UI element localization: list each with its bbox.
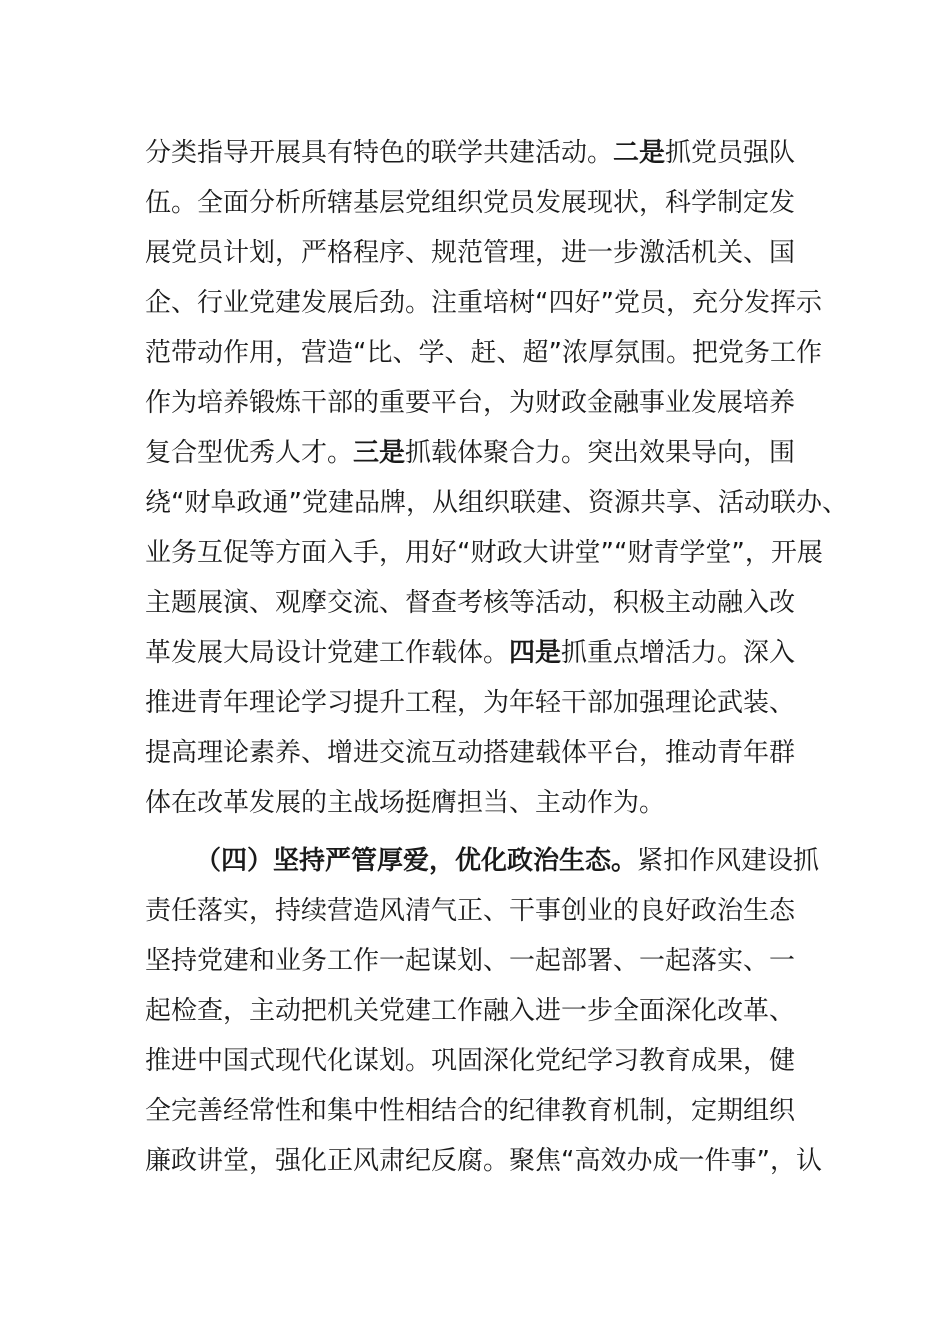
text-line: [195, 841, 825, 881]
text-run: 推进中国式现代化谋划。巩固深化党纪学习教育成果，健: [145, 1046, 796, 1076]
text-run: 紧扣作风建设抓: [637, 846, 820, 876]
text-run: 全完善经常性和集中性相结合的纪律教育机制，定期组织: [145, 1096, 796, 1126]
text-run: 抓党员强队: [665, 138, 796, 168]
bold-keyword: 二是: [613, 138, 666, 168]
text-line: [145, 1141, 825, 1181]
text-line: [145, 783, 825, 823]
text-line: [145, 683, 825, 723]
text-line: [145, 1091, 825, 1131]
text-run: 体在改革发展的主战场挺膺担当、主动作为。: [145, 788, 666, 818]
text-run: 伍。全面分析所辖基层党组织党员发展现状，科学制定发: [145, 188, 796, 218]
text-run: 革发展大局设计党建工作载体。: [145, 638, 510, 668]
text-run: 责任落实，持续营造风清气正、干事创业的良好政治生态: [145, 896, 796, 926]
section-heading: （四）坚持严管厚爱，优化政治生态。: [195, 846, 638, 876]
text-run: 抓载体聚合力。突出效果导向，围: [405, 438, 796, 468]
text-run: 分类指导开展具有特色的联学共建活动。: [145, 138, 614, 168]
text-run: 提高理论素养、增进交流互动搭建载体平台，推动青年群: [145, 738, 796, 768]
text-run: 作为培养锻炼干部的重要平台，为财政金融事业发展培养: [145, 388, 796, 418]
text-line: [145, 583, 825, 623]
text-run: 绕“财阜政通”党建品牌，从组织联建、资源共享、活动联办、: [145, 488, 848, 518]
text-line: [145, 633, 825, 673]
text-line: [145, 733, 825, 773]
text-line: [145, 941, 825, 981]
text-line: [145, 483, 848, 523]
text-run: 廉政讲堂，强化正风肃纪反腐。聚焦“高效办成一件事”，认: [145, 1146, 822, 1176]
bold-keyword: 三是: [353, 438, 406, 468]
text-line: [145, 333, 825, 373]
text-line: [145, 183, 825, 223]
text-run: 范带动作用，营造“比、学、赶、超”浓厚氛围。把党务工作: [145, 338, 822, 368]
bold-keyword: 四是: [509, 638, 562, 668]
text-run: 主题展演、观摩交流、督查考核等活动，积极主动融入改: [145, 588, 796, 618]
text-run: 起检查，主动把机关党建工作融入进一步全面深化改革、: [145, 996, 796, 1026]
text-line: [145, 383, 825, 423]
text-run: 复合型优秀人才。: [145, 438, 354, 468]
text-line: [145, 1041, 825, 1081]
text-run: 展党员计划，严格程序、规范管理，进一步激活机关、国: [145, 238, 796, 268]
text-run: 推进青年理论学习提升工程，为年轻干部加强理论武装、: [145, 688, 796, 718]
text-line: [145, 233, 825, 273]
text-line: [145, 283, 825, 323]
text-run: 业务互促等方面入手，用好“财政大讲堂”“财青学堂”，开展: [145, 538, 823, 568]
text-line: [145, 533, 825, 573]
text-line: [145, 433, 825, 473]
text-line: [145, 133, 825, 173]
text-line: [145, 891, 825, 931]
text-run: 企、行业党建发展后劲。注重培树“四好”党员，充分发挥示: [145, 288, 822, 318]
text-run: 坚持党建和业务工作一起谋划、一起部署、一起落实、一: [145, 946, 796, 976]
text-run: 抓重点增活力。深入: [561, 638, 796, 668]
text-line: [145, 991, 825, 1031]
